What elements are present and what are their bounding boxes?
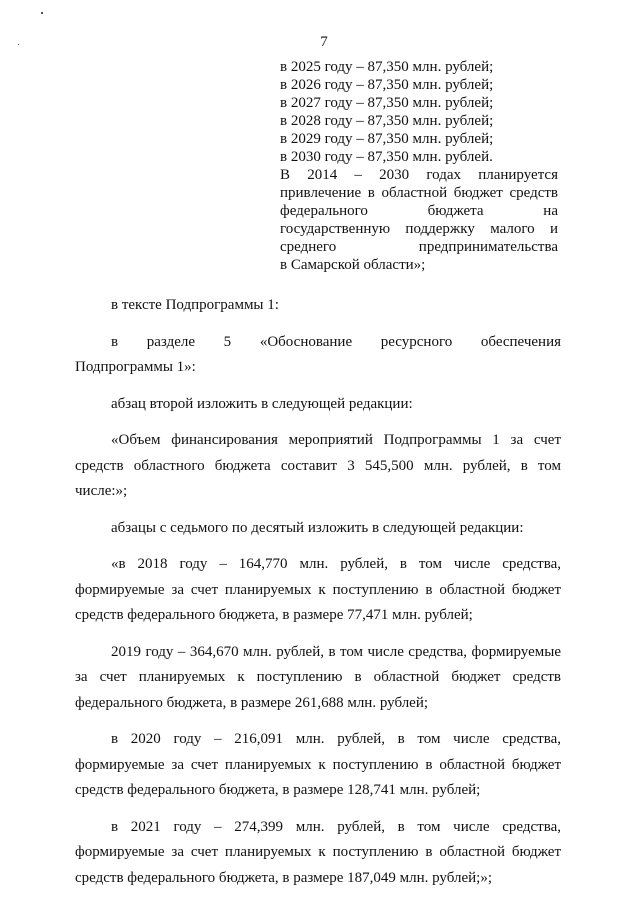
paragraph-year-2021 [75,815,561,892]
federal-note-line: В 2014 – 2030 годах планируется [280,167,558,183]
paragraph-line: в 2020 году – 216,091 млн. рублей, в том числе средства, [111,731,561,747]
funding-year-line: в 2030 году – 87,350 млн. рублей. [280,149,493,165]
paragraph-year-2019 [75,640,561,717]
paragraph-year-2020 [75,727,561,804]
federal-note-line: федерального бюджета на [280,203,558,219]
funding-year-line: в 2025 году – 87,350 млн. рублей; [280,59,494,75]
funding-year-line: в 2027 году – 87,350 млн. рублей; [280,95,494,111]
paragraph-line: «Объем финансирования мероприятий Подпрограммы 1 за счет [111,432,561,448]
funding-year-line: в 2028 году – 87,350 млн. рублей; [280,113,494,129]
paragraph-seventh-to-tenth [75,516,561,542]
paragraph-line: формируемые за счет планируемых к поступлению в областной бюджет [75,581,561,598]
paragraph-line: числе:»; [75,483,128,499]
paragraph-line: федерального бюджета, в размере 261,688 млн. рублей; [75,694,429,711]
paragraph-second-abzac [75,392,561,418]
paragraph-line: средств областного бюджета составит 3 545,500 млн. рублей, в том [75,457,561,474]
paragraph-line: за счет планируемых к поступлению в областной бюджет средств [75,669,561,685]
paragraph-line: в 2021 году – 274,399 млн. рублей, в том числе средства, [111,818,561,835]
paragraph-line: средств федерального бюджета, в размере 128,741 млн. рублей; [75,782,481,798]
paragraph-section-5 [75,330,561,381]
federal-note-line: государственную поддержку малого и [280,221,558,237]
funding-year-line: в 2029 году – 87,350 млн. рублей; [280,131,494,147]
body-text [75,293,561,902]
paragraph-line: средств федерального бюджета, в размере 187,049 млн. рублей;»; [75,869,492,886]
paragraph-line: формируемые за счет планируемых к поступлению в областной бюджет [75,756,561,773]
paragraph-line: 2019 году – 364,670 млн. рублей, в том числе средства, формируемые [111,643,561,660]
funding-year-line: в 2026 году – 87,350 млн. рублей; [280,77,494,93]
federal-note-line: в Самарской области»; [280,257,426,273]
paragraph-line: в тексте Подпрограммы 1: [111,297,279,313]
paragraph-line: Подпрограммы 1»: [75,359,196,375]
federal-note-line: среднего предпринимательства [280,239,558,255]
paragraph-line: в разделе 5 «Обоснование ресурсного обеспечения [111,333,561,350]
scan-speck [41,12,43,14]
paragraph-year-2018 [75,552,561,629]
paragraph-subprogram-text [75,293,561,319]
page-number: 7 [320,34,328,50]
paragraph-line: средств федерального бюджета, в размере 77,471 млн. рублей; [75,607,473,623]
amendment-quote-block [280,58,558,274]
paragraph-line: абзацы с седьмого по десятый изложить в следующей редакции: [111,519,524,536]
paragraph-funding-volume [75,428,561,505]
paragraph-line: «в 2018 году – 164,770 млн. рублей, в том числе средства, [111,556,561,572]
paragraph-line: абзац второй изложить в следующей редакции: [111,395,413,412]
paragraph-line: формируемые за счет планируемых к поступлению в областной бюджет [75,844,561,860]
federal-note-line: привлечение в областной бюджет средств [280,185,558,201]
